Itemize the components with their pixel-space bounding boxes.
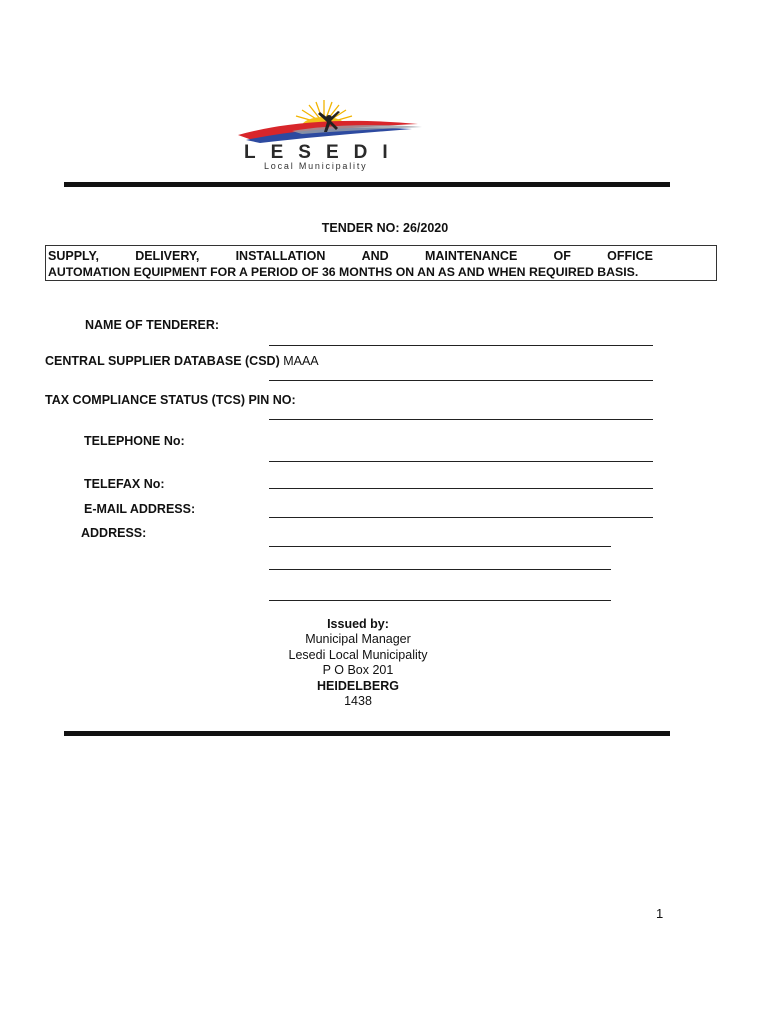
tender-title-box	[45, 245, 717, 281]
issued-by-po-box: P O Box 201	[322, 663, 394, 678]
tenderer-name-label: NAME OF TENDERER:	[85, 318, 220, 332]
title-word: MAINTENANCE	[424, 249, 518, 263]
tcs-pin-line[interactable]	[269, 419, 653, 420]
issued-by-manager: Municipal Manager	[305, 632, 411, 647]
title-word: OFFICE	[607, 249, 653, 263]
page-number: 1	[656, 906, 664, 921]
tcs-pin-label: TAX COMPLIANCE STATUS (TCS) PIN NO:	[45, 393, 296, 407]
issued-by-block	[0, 617, 716, 709]
csd-label-text: CENTRAL SUPPLIER DATABASE (CSD)	[45, 354, 280, 368]
issued-by-city: HEIDELBERG	[317, 678, 399, 693]
telephone-line[interactable]	[269, 461, 653, 462]
tender-title-line1	[46, 249, 653, 263]
bottom-divider	[64, 731, 670, 736]
logo-wordmark: LESEDI	[244, 142, 403, 163]
address-label: ADDRESS:	[81, 526, 147, 540]
address-line-3[interactable]	[269, 600, 611, 601]
telefax-label: TELEFAX No:	[84, 477, 165, 491]
title-word: INSTALLATION	[235, 249, 326, 263]
address-line-1[interactable]	[269, 546, 611, 547]
csd-label	[45, 354, 319, 368]
telefax-line[interactable]	[269, 488, 653, 489]
sun-emblem-icon	[232, 98, 426, 148]
title-word: DELIVERY,	[135, 249, 200, 263]
tenderer-name-line[interactable]	[269, 345, 653, 346]
tender-title-line2: AUTOMATION EQUIPMENT FOR A PERIOD OF 36 MONTHS ON AN AS AND WHEN REQUIRED BASIS.	[48, 265, 639, 279]
csd-value: MAAA	[283, 354, 319, 368]
issued-by-heading: Issued by:	[327, 617, 389, 631]
top-divider	[64, 182, 670, 187]
logo-subtitle: Local Municipality	[264, 161, 368, 171]
title-word: SUPPLY,	[48, 249, 99, 263]
title-word: OF	[553, 249, 571, 263]
lesedi-logo	[232, 98, 426, 174]
address-line-2[interactable]	[269, 569, 611, 570]
email-label: E-MAIL ADDRESS:	[84, 502, 196, 516]
csd-line[interactable]	[269, 380, 653, 381]
telephone-label: TELEPHONE No:	[84, 434, 185, 448]
issued-by-municipality: Lesedi Local Municipality	[288, 647, 428, 662]
title-word: AND	[361, 249, 389, 263]
tender-number: TENDER NO: 26/2020	[321, 221, 449, 235]
email-line[interactable]	[269, 517, 653, 518]
issued-by-postal-code: 1438	[344, 694, 372, 709]
